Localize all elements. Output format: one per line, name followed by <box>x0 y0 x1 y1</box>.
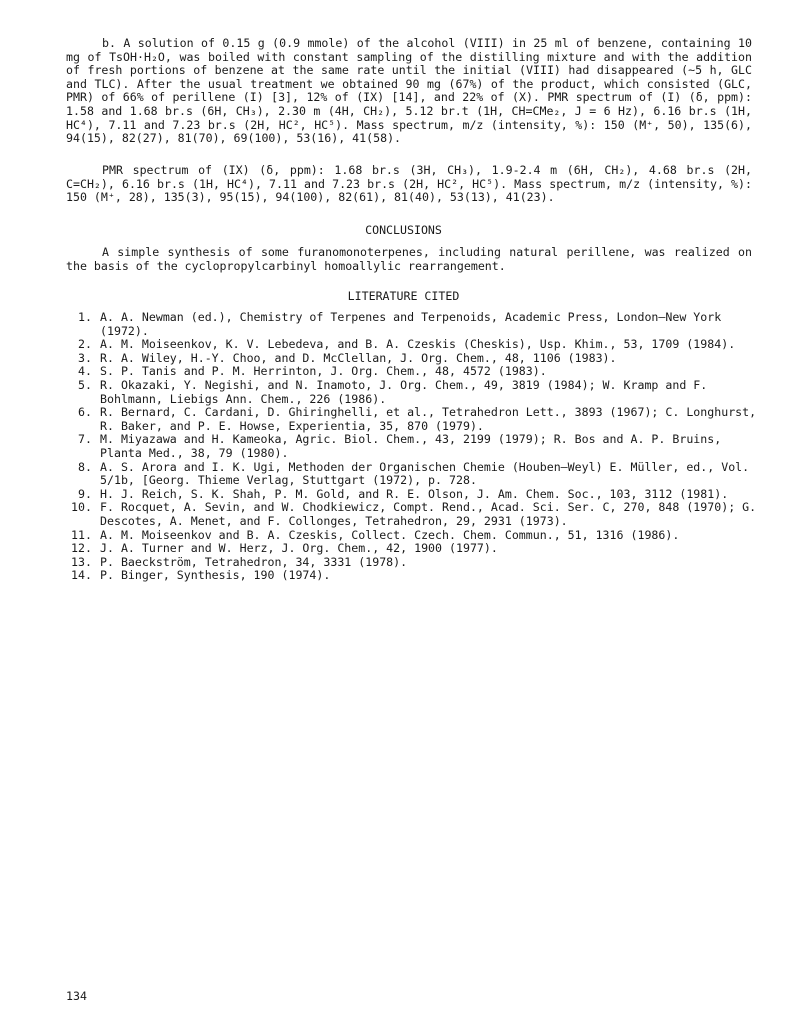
experimental-paragraph-b: b. A solution of 0.15 g (0.9 mmole) of the alcohol (VIII) in 25 ml of benzene, containing 10 mg of TsOH·H₂O, was boiled with constant sampling of the distilling mixture and with the addition of fresh portions of benzene at the same rate until the initial (VIII) had disappeared (~5 h, GLC and TLC). After the usual treatment we obtained 90 mg (67%) of the product, which consisted (GLC, PMR) of 66% of perillene (I) [3], 12% of (IX) [14], and 22% of (X). PMR spectrum of (I) (δ, ppm): 1.58 and 1.68 br.s (6H, CH₃), 2.30 m (4H, CH₂), 5.12 br.t (1H, CH=CMe₂, J = 6 Hz), 6.16 br.s (1H, HC⁴), 7.11 and 7.23 br.s (2H, HC², HC⁵). Mass spectrum, m/z (intensity, %): 150 (M⁺, 50), 135(6), 94(15), 82(27), 81(70), 69(100), 53(16), 41(58). <box>66 36 752 146</box>
reference-item <box>66 461 766 488</box>
reference-number: 5. <box>78 377 92 392</box>
reference-number: 13. <box>71 554 92 569</box>
reference-item <box>66 433 766 460</box>
conclusions-text: A simple synthesis of some furanomonoterpenes, including natural perillene, was realized on the basis of the cyclopropylcarbinyl homoallylic rearrangement. <box>66 245 752 273</box>
reference-number: 10. <box>71 500 92 515</box>
reference-text: A. A. Newman (ed.), Chemistry of Terpenes and Terpenoids, Academic Press, London–New York (1972). <box>100 310 722 338</box>
reference-text: R. Bernard, C. Cardani, D. Ghiringhelli, et al., Tetrahedron Lett., 3893 (1967); C. Longhurst, R. Baker, and P. E. Howse, Experientia, 35, 870 (1979). <box>100 405 757 433</box>
reference-item <box>66 488 766 502</box>
reference-number: 8. <box>78 459 92 474</box>
reference-item <box>66 365 766 379</box>
reference-item <box>66 311 766 338</box>
reference-text: R. A. Wiley, H.-Y. Choo, and D. McClellan, J. Org. Chem., 48, 1106 (1983). <box>100 350 617 365</box>
reference-number: 12. <box>71 541 92 556</box>
reference-number: 1. <box>78 310 92 324</box>
reference-text: S. P. Tanis and P. M. Herrinton, J. Org. Chem., 48, 4572 (1983). <box>100 364 547 379</box>
reference-text: A. M. Moiseenkov and B. A. Czeskis, Collect. Czech. Chem. Commun., 51, 1316 (1986). <box>100 527 680 542</box>
reference-item <box>66 556 766 570</box>
reference-text: P. Baeckström, Tetrahedron, 34, 3331 (1978). <box>100 554 408 569</box>
reference-item <box>66 406 766 433</box>
reference-text: A. S. Arora and I. K. Ugi, Methoden der Organischen Chemie (Houben–Weyl) E. Müller, ed., Vol. 5/1b, [Georg. Thieme Verlag, Stuttgart (1972), p. 728. <box>100 459 750 488</box>
reference-text: R. Okazaki, Y. Negishi, and N. Inamoto, J. Org. Chem., 49, 3819 (1984); W. Kramp and F. Bohlmann, Liebigs Ann. Chem., 226 (1986). <box>100 377 708 406</box>
reference-item <box>66 542 766 556</box>
reference-text: J. A. Turner and W. Herz, J. Org. Chem., 42, 1900 (1977). <box>100 541 498 556</box>
reference-number: 9. <box>78 486 92 501</box>
reference-item <box>66 352 766 366</box>
reference-item <box>66 501 766 528</box>
conclusions-heading: CONCLUSIONS <box>365 223 442 237</box>
reference-text: A. M. Moiseenkov, K. V. Lebedeva, and B. A. Czeskis (Cheskis), Usp. Khim., 53, 1709 (1984). <box>100 337 736 352</box>
reference-number: 3. <box>78 350 92 365</box>
reference-text: P. Binger, Synthesis, 190 (1974). <box>100 568 331 583</box>
reference-text: M. Miyazawa and H. Kameoka, Agric. Biol. Chem., 43, 2199 (1979); R. Bos and A. P. Bruins, Planta Med., 38, 79 (1980). <box>100 432 722 460</box>
literature-cited-heading: LITERATURE CITED <box>347 289 460 303</box>
reference-number: 11. <box>71 527 92 542</box>
reference-item <box>66 569 766 583</box>
page-number: 134 <box>66 989 87 1003</box>
reference-number: 4. <box>78 364 92 379</box>
experimental-paragraph-ix: PMR spectrum of (IX) (δ, ppm): 1.68 br.s (3H, CH₃), 1.9-2.4 m (6H, CH₂), 4.68 br.s (2H, C=CH₂), 6.16 br.s (1H, HC⁴), 7.11 and 7.23 br.s (2H, HC², HC⁵). Mass spectrum, m/z (intensity, %): 150 (M⁺, 28), 135(3), 95(15), 94(100), 82(61), 81(40), 53(13), 41(23). <box>66 163 752 205</box>
reference-list <box>66 311 766 583</box>
reference-number: 6. <box>78 405 92 420</box>
reference-number: 14. <box>71 568 92 583</box>
reference-number: 2. <box>78 337 92 352</box>
reference-text: F. Rocquet, A. Sevin, and W. Chodkiewicz, Compt. Rend., Acad. Sci. Ser. C, 270, 848 (1970); G. Descotes, A. Menet, and F. Collonges, Tetrahedron, 29, 2931 (1973). <box>100 500 757 528</box>
reference-item <box>66 379 766 406</box>
reference-number: 7. <box>78 432 92 447</box>
reference-text: H. J. Reich, S. K. Shah, P. M. Gold, and R. E. Olson, J. Am. Chem. Soc., 103, 3112 (1981). <box>100 486 729 501</box>
reference-item <box>66 338 766 352</box>
reference-item <box>66 529 766 543</box>
